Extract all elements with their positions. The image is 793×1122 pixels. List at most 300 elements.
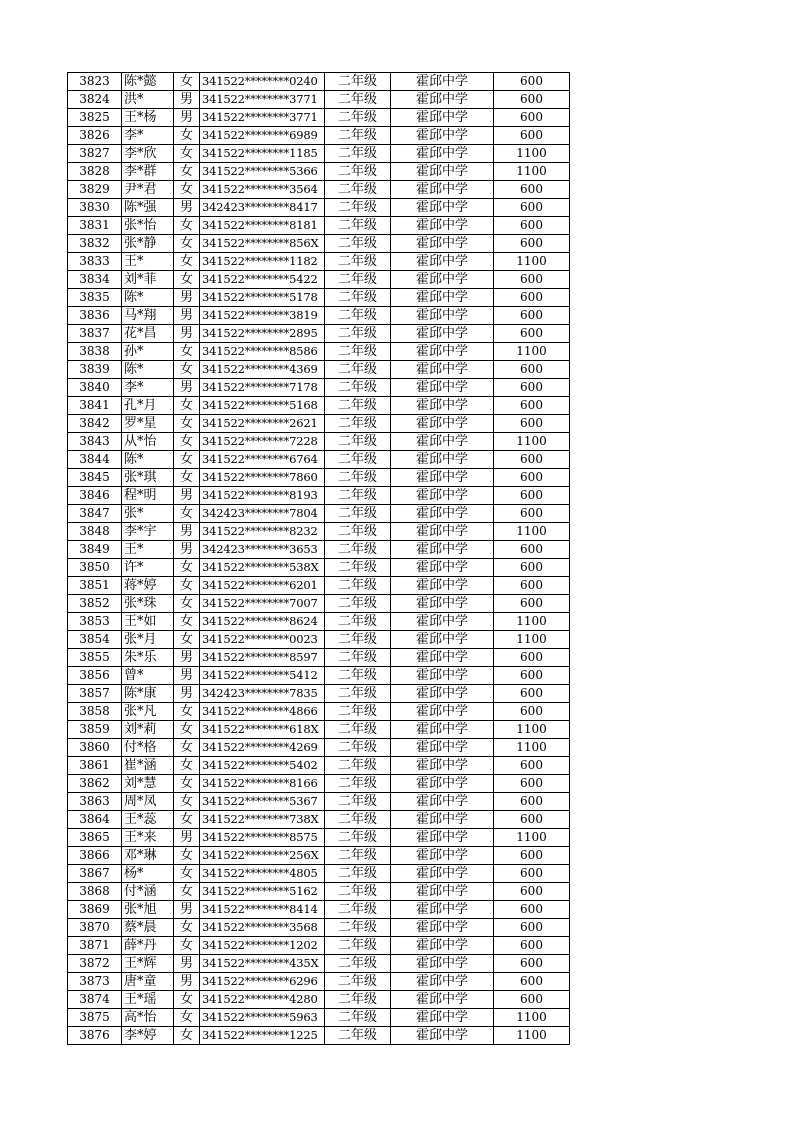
amount-cell: 600 [494,217,570,235]
table-row [68,685,570,703]
name-cell: 张* [122,505,174,523]
row-number-cell: 3874 [68,991,122,1009]
name-cell: 李*宇 [122,523,174,541]
row-number-cell: 3865 [68,829,122,847]
school-cell: 霍邱中学 [391,379,494,397]
row-number-cell: 3844 [68,451,122,469]
grade-cell: 二年级 [325,937,391,955]
gender-cell: 女 [174,1009,200,1027]
grade-cell: 二年级 [325,919,391,937]
grade-cell: 二年级 [325,523,391,541]
row-number-cell: 3857 [68,685,122,703]
id-number-cell: 341522********4866 [200,703,325,721]
school-cell: 霍邱中学 [391,757,494,775]
amount-cell: 1100 [494,1009,570,1027]
school-cell: 霍邱中学 [391,469,494,487]
name-cell: 李* [122,379,174,397]
table-row [68,757,570,775]
table-row [68,1009,570,1027]
row-number-cell: 3864 [68,811,122,829]
gender-cell: 女 [174,865,200,883]
id-number-cell: 341522********7178 [200,379,325,397]
amount-cell: 600 [494,109,570,127]
name-cell: 王* [122,253,174,271]
id-number-cell: 341522********8575 [200,829,325,847]
id-number-cell: 341522********8586 [200,343,325,361]
gender-cell: 女 [174,721,200,739]
school-cell: 霍邱中学 [391,109,494,127]
grade-cell: 二年级 [325,253,391,271]
name-cell: 陈* [122,289,174,307]
name-cell: 付*涵 [122,883,174,901]
name-cell: 王* [122,541,174,559]
name-cell: 李*群 [122,163,174,181]
amount-cell: 600 [494,685,570,703]
gender-cell: 女 [174,703,200,721]
id-number-cell: 341522********435X [200,955,325,973]
amount-cell: 600 [494,379,570,397]
school-cell: 霍邱中学 [391,739,494,757]
school-cell: 霍邱中学 [391,253,494,271]
gender-cell: 男 [174,901,200,919]
amount-cell: 600 [494,973,570,991]
amount-cell: 600 [494,487,570,505]
grade-cell: 二年级 [325,667,391,685]
table-row [68,325,570,343]
gender-cell: 女 [174,415,200,433]
grade-cell: 二年级 [325,217,391,235]
gender-cell: 女 [174,631,200,649]
school-cell: 霍邱中学 [391,307,494,325]
amount-cell: 600 [494,901,570,919]
amount-cell: 600 [494,865,570,883]
table-row [68,739,570,757]
school-cell: 霍邱中学 [391,397,494,415]
id-number-cell: 341522********1185 [200,145,325,163]
amount-cell: 600 [494,649,570,667]
table-body [68,73,570,1045]
row-number-cell: 3839 [68,361,122,379]
gender-cell: 女 [174,991,200,1009]
name-cell: 王*如 [122,613,174,631]
row-number-cell: 3828 [68,163,122,181]
table-row [68,343,570,361]
name-cell: 朱*乐 [122,649,174,667]
amount-cell: 600 [494,397,570,415]
grade-cell: 二年级 [325,235,391,253]
amount-cell: 600 [494,883,570,901]
amount-cell: 1100 [494,343,570,361]
school-cell: 霍邱中学 [391,73,494,91]
amount-cell: 600 [494,847,570,865]
amount-cell: 600 [494,289,570,307]
id-number-cell: 341522********5367 [200,793,325,811]
table-row [68,937,570,955]
row-number-cell: 3838 [68,343,122,361]
row-number-cell: 3827 [68,145,122,163]
id-number-cell: 341522********618X [200,721,325,739]
name-cell: 马*翔 [122,307,174,325]
name-cell: 王*来 [122,829,174,847]
grade-cell: 二年级 [325,289,391,307]
name-cell: 李*欣 [122,145,174,163]
id-number-cell: 341522********5402 [200,757,325,775]
id-number-cell: 341522********1202 [200,937,325,955]
amount-cell: 1100 [494,739,570,757]
amount-cell: 600 [494,199,570,217]
row-number-cell: 3845 [68,469,122,487]
name-cell: 崔*涵 [122,757,174,775]
table-row [68,235,570,253]
table-row [68,613,570,631]
grade-cell: 二年级 [325,199,391,217]
amount-cell: 1100 [494,163,570,181]
row-number-cell: 3855 [68,649,122,667]
name-cell: 张*月 [122,631,174,649]
grade-cell: 二年级 [325,415,391,433]
amount-cell: 1100 [494,523,570,541]
name-cell: 唐*童 [122,973,174,991]
grade-cell: 二年级 [325,271,391,289]
school-cell: 霍邱中学 [391,235,494,253]
grade-cell: 二年级 [325,397,391,415]
row-number-cell: 3848 [68,523,122,541]
id-number-cell: 341522********7007 [200,595,325,613]
table-row [68,811,570,829]
id-number-cell: 341522********8232 [200,523,325,541]
school-cell: 霍邱中学 [391,811,494,829]
grade-cell: 二年级 [325,847,391,865]
row-number-cell: 3859 [68,721,122,739]
grade-cell: 二年级 [325,595,391,613]
id-number-cell: 341522********4369 [200,361,325,379]
table-row [68,469,570,487]
amount-cell: 600 [494,955,570,973]
name-cell: 高*怡 [122,1009,174,1027]
grade-cell: 二年级 [325,145,391,163]
grade-cell: 二年级 [325,613,391,631]
table-row [68,541,570,559]
table-row [68,415,570,433]
table-row [68,307,570,325]
id-number-cell: 341522********538X [200,559,325,577]
school-cell: 霍邱中学 [391,649,494,667]
id-number-cell: 341522********3771 [200,91,325,109]
school-cell: 霍邱中学 [391,451,494,469]
gender-cell: 男 [174,325,200,343]
name-cell: 陈*强 [122,199,174,217]
amount-cell: 600 [494,73,570,91]
name-cell: 程*明 [122,487,174,505]
name-cell: 王*辉 [122,955,174,973]
school-cell: 霍邱中学 [391,883,494,901]
gender-cell: 女 [174,883,200,901]
amount-cell: 600 [494,757,570,775]
grade-cell: 二年级 [325,901,391,919]
table-row [68,127,570,145]
amount-cell: 600 [494,127,570,145]
row-number-cell: 3832 [68,235,122,253]
gender-cell: 女 [174,919,200,937]
grade-cell: 二年级 [325,649,391,667]
amount-cell: 1100 [494,1027,570,1045]
name-cell: 陈*懿 [122,73,174,91]
id-number-cell: 341522********4280 [200,991,325,1009]
row-number-cell: 3836 [68,307,122,325]
row-number-cell: 3873 [68,973,122,991]
table-row [68,703,570,721]
id-number-cell: 341522********5412 [200,667,325,685]
amount-cell: 1100 [494,253,570,271]
school-cell: 霍邱中学 [391,829,494,847]
table-row [68,901,570,919]
name-cell: 蔡*晨 [122,919,174,937]
gender-cell: 男 [174,685,200,703]
table-row [68,955,570,973]
school-cell: 霍邱中学 [391,937,494,955]
gender-cell: 男 [174,379,200,397]
name-cell: 陈* [122,451,174,469]
school-cell: 霍邱中学 [391,631,494,649]
row-number-cell: 3841 [68,397,122,415]
school-cell: 霍邱中学 [391,793,494,811]
id-number-cell: 341522********5963 [200,1009,325,1027]
table-row [68,487,570,505]
table-row [68,649,570,667]
grade-cell: 二年级 [325,955,391,973]
school-cell: 霍邱中学 [391,523,494,541]
id-number-cell: 341522********6764 [200,451,325,469]
grade-cell: 二年级 [325,109,391,127]
name-cell: 张*珠 [122,595,174,613]
table-row [68,289,570,307]
row-number-cell: 3823 [68,73,122,91]
id-number-cell: 341522********8166 [200,775,325,793]
school-cell: 霍邱中学 [391,1009,494,1027]
grade-cell: 二年级 [325,775,391,793]
gender-cell: 女 [174,613,200,631]
school-cell: 霍邱中学 [391,127,494,145]
gender-cell: 女 [174,127,200,145]
table-row [68,217,570,235]
gender-cell: 男 [174,829,200,847]
school-cell: 霍邱中学 [391,865,494,883]
school-cell: 霍邱中学 [391,973,494,991]
school-cell: 霍邱中学 [391,577,494,595]
amount-cell: 600 [494,775,570,793]
school-cell: 霍邱中学 [391,343,494,361]
table-row [68,145,570,163]
grade-cell: 二年级 [325,631,391,649]
name-cell: 周*凤 [122,793,174,811]
table-row [68,451,570,469]
name-cell: 从*怡 [122,433,174,451]
amount-cell: 600 [494,325,570,343]
row-number-cell: 3866 [68,847,122,865]
grade-cell: 二年级 [325,163,391,181]
name-cell: 付*格 [122,739,174,757]
row-number-cell: 3831 [68,217,122,235]
id-number-cell: 342423********7835 [200,685,325,703]
grade-cell: 二年级 [325,379,391,397]
grade-cell: 二年级 [325,865,391,883]
id-number-cell: 341522********1225 [200,1027,325,1045]
id-number-cell: 341522********3568 [200,919,325,937]
grade-cell: 二年级 [325,757,391,775]
name-cell: 孔*月 [122,397,174,415]
gender-cell: 男 [174,487,200,505]
id-number-cell: 341522********6296 [200,973,325,991]
amount-cell: 600 [494,91,570,109]
table-row [68,865,570,883]
row-number-cell: 3834 [68,271,122,289]
table-row [68,361,570,379]
gender-cell: 女 [174,235,200,253]
amount-cell: 600 [494,307,570,325]
school-cell: 霍邱中学 [391,991,494,1009]
id-number-cell: 341522********8193 [200,487,325,505]
school-cell: 霍邱中学 [391,433,494,451]
grade-cell: 二年级 [325,721,391,739]
school-cell: 霍邱中学 [391,271,494,289]
table-row [68,847,570,865]
name-cell: 张*静 [122,235,174,253]
school-cell: 霍邱中学 [391,775,494,793]
name-cell: 张*凡 [122,703,174,721]
name-cell: 王*蕊 [122,811,174,829]
table-row [68,631,570,649]
gender-cell: 男 [174,91,200,109]
table-row [68,577,570,595]
amount-cell: 1100 [494,433,570,451]
gender-cell: 女 [174,181,200,199]
id-number-cell: 341522********4269 [200,739,325,757]
row-number-cell: 3851 [68,577,122,595]
table-row [68,397,570,415]
row-number-cell: 3871 [68,937,122,955]
amount-cell: 600 [494,793,570,811]
school-cell: 霍邱中学 [391,163,494,181]
grade-cell: 二年级 [325,343,391,361]
school-cell: 霍邱中学 [391,415,494,433]
table-row [68,91,570,109]
table-row [68,829,570,847]
gender-cell: 女 [174,793,200,811]
gender-cell: 男 [174,649,200,667]
name-cell: 尹*君 [122,181,174,199]
amount-cell: 600 [494,595,570,613]
row-number-cell: 3862 [68,775,122,793]
table-row [68,973,570,991]
id-number-cell: 341522********6989 [200,127,325,145]
gender-cell: 女 [174,73,200,91]
amount-cell: 1100 [494,721,570,739]
row-number-cell: 3853 [68,613,122,631]
id-number-cell: 341522********738X [200,811,325,829]
table-row [68,523,570,541]
school-cell: 霍邱中学 [391,289,494,307]
grade-cell: 二年级 [325,739,391,757]
table-row [68,109,570,127]
id-number-cell: 341522********0240 [200,73,325,91]
row-number-cell: 3869 [68,901,122,919]
school-cell: 霍邱中学 [391,685,494,703]
grade-cell: 二年级 [325,1027,391,1045]
gender-cell: 男 [174,973,200,991]
table-row [68,181,570,199]
gender-cell: 女 [174,739,200,757]
school-cell: 霍邱中学 [391,595,494,613]
table-row [68,775,570,793]
id-number-cell: 341522********256X [200,847,325,865]
name-cell: 张*琪 [122,469,174,487]
name-cell: 刘*慧 [122,775,174,793]
amount-cell: 600 [494,235,570,253]
amount-cell: 600 [494,703,570,721]
row-number-cell: 3876 [68,1027,122,1045]
gender-cell: 女 [174,253,200,271]
grade-cell: 二年级 [325,73,391,91]
grade-cell: 二年级 [325,541,391,559]
table-row [68,595,570,613]
amount-cell: 600 [494,451,570,469]
name-cell: 蒋*婷 [122,577,174,595]
amount-cell: 1100 [494,145,570,163]
name-cell: 薛*丹 [122,937,174,955]
row-number-cell: 3863 [68,793,122,811]
id-number-cell: 341522********8624 [200,613,325,631]
row-number-cell: 3870 [68,919,122,937]
table-row [68,793,570,811]
gender-cell: 女 [174,757,200,775]
id-number-cell: 341522********8414 [200,901,325,919]
grade-cell: 二年级 [325,91,391,109]
table-row [68,379,570,397]
amount-cell: 600 [494,271,570,289]
amount-cell: 600 [494,991,570,1009]
grade-cell: 二年级 [325,127,391,145]
table-row [68,991,570,1009]
name-cell: 邓*琳 [122,847,174,865]
gender-cell: 女 [174,595,200,613]
id-number-cell: 341522********5162 [200,883,325,901]
id-number-cell: 341522********6201 [200,577,325,595]
grade-cell: 二年级 [325,559,391,577]
name-cell: 李*婷 [122,1027,174,1045]
gender-cell: 男 [174,109,200,127]
row-number-cell: 3872 [68,955,122,973]
row-number-cell: 3830 [68,199,122,217]
school-cell: 霍邱中学 [391,559,494,577]
amount-cell: 600 [494,505,570,523]
id-number-cell: 341522********8181 [200,217,325,235]
amount-cell: 1100 [494,613,570,631]
gender-cell: 女 [174,811,200,829]
amount-cell: 600 [494,667,570,685]
name-cell: 杨* [122,865,174,883]
name-cell: 孙* [122,343,174,361]
school-cell: 霍邱中学 [391,955,494,973]
gender-cell: 女 [174,1027,200,1045]
school-cell: 霍邱中学 [391,145,494,163]
table-row [68,253,570,271]
grade-cell: 二年级 [325,793,391,811]
grade-cell: 二年级 [325,883,391,901]
name-cell: 李* [122,127,174,145]
id-number-cell: 341522********5168 [200,397,325,415]
name-cell: 王*瑶 [122,991,174,1009]
amount-cell: 600 [494,415,570,433]
